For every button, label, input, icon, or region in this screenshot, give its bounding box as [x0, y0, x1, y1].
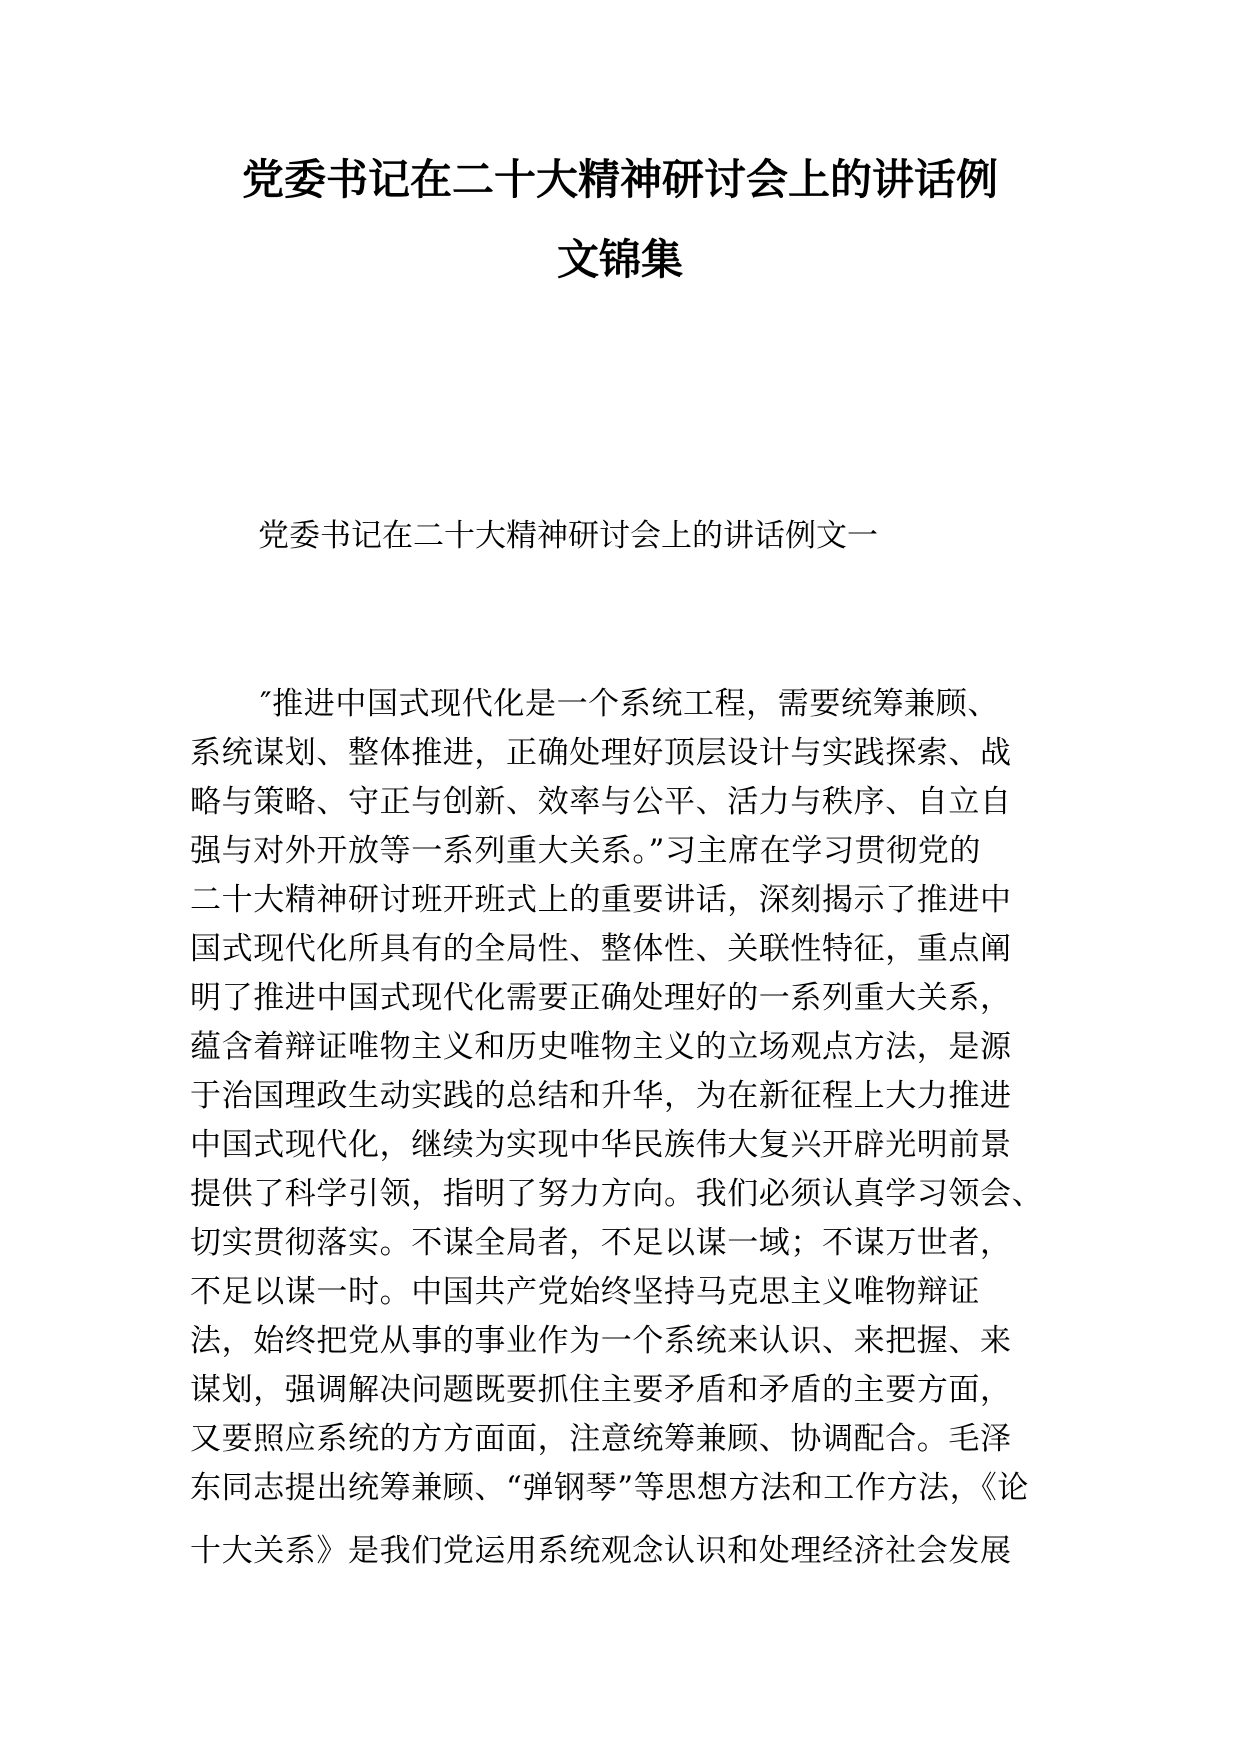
- document-title-line-1: 党委书记在二十大精神研讨会上的讲话例: [241, 155, 998, 204]
- paragraph-line-14: 法，始终把党从事的事业作为一个系统来认识、来把握、来: [190, 1323, 1012, 1359]
- body-paragraph: [190, 680, 1070, 1576]
- document-title: [150, 140, 1090, 300]
- paragraph-line-8: 蕴含着辩证唯物主义和历史唯物主义的立场观点方法，是源: [190, 1029, 1012, 1065]
- paragraph-line-6: 国式现代化所具有的全局性、整体性、关联性特征，重点阐: [190, 931, 1012, 967]
- paragraph-line-4: 强与对外开放等一系列重大关系。”习主席在学习贯彻党的: [190, 833, 981, 869]
- paragraph-line-9: 于治国理政生动实践的总结和升华，为在新征程上大力推进: [190, 1078, 1012, 1114]
- document-title-line-2: 文锦集: [556, 235, 683, 284]
- paragraph-line-2: 系统谋划、整体推进，正确处理好顶层设计与实践探索、战: [190, 735, 1012, 771]
- paragraph-line-5: 二十大精神研讨班开班式上的重要讲话，深刻揭示了推进中: [190, 882, 1012, 918]
- paragraph-line-7: 明了推进中国式现代化需要正确处理好的一系列重大关系，: [190, 980, 1012, 1016]
- paragraph-line-11: 提供了科学引领，指明了努力方向。我们必须认真学习领会、: [190, 1176, 1044, 1212]
- paragraph-line-17: 东同志提出统筹兼顾、“弹钢琴”等思想方法和工作方法，《论: [190, 1470, 1029, 1506]
- paragraph-line-13: 不足以谋一时。中国共产党始终坚持马克思主义唯物辩证: [190, 1274, 980, 1310]
- paragraph-line-15: 谋划，强调解决问题既要抓住主要矛盾和矛盾的主要方面，: [190, 1372, 1012, 1408]
- section-heading: 党委书记在二十大精神研讨会上的讲话例文一: [258, 518, 878, 554]
- paragraph-line-18: 十大关系》是我们党运用系统观念认识和处理经济社会发展: [190, 1533, 1012, 1569]
- paragraph-line-16: 又要照应系统的方方面面，注意统筹兼顾、协调配合。毛泽: [190, 1421, 1012, 1457]
- paragraph-line-1: ″推进中国式现代化是一个系统工程，需要统筹兼顾、: [260, 686, 999, 722]
- paragraph-line-3: 略与策略、守正与创新、效率与公平、活力与秩序、自立自: [190, 784, 1012, 820]
- paragraph-line-12: 切实贯彻落实。不谋全局者，不足以谋一域；不谋万世者，: [190, 1225, 1012, 1261]
- paragraph-line-10: 中国式现代化，继续为实现中华民族伟大复兴开辟光明前景: [190, 1127, 1012, 1163]
